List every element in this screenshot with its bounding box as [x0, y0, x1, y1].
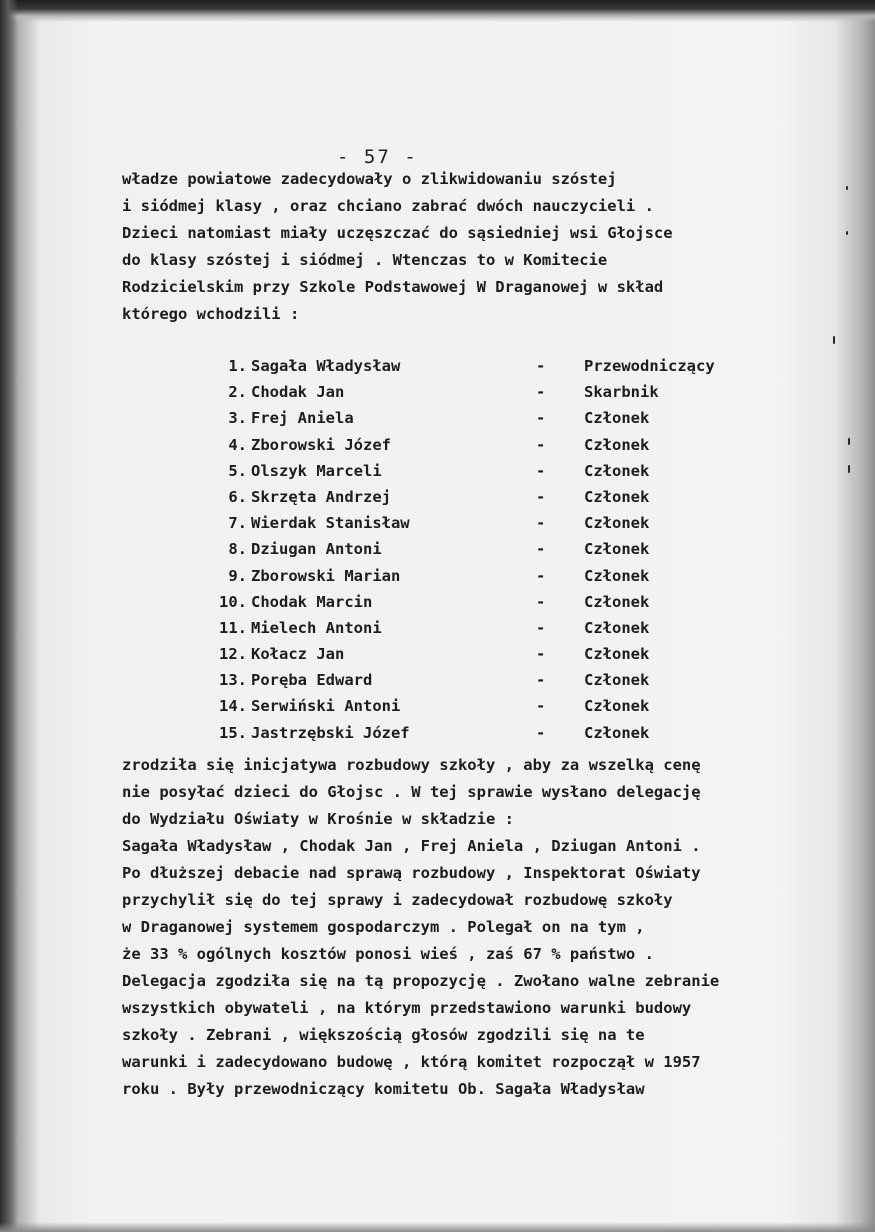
committee-member [0, 458, 875, 484]
member-role: Członek [584, 435, 650, 454]
member-number: 8. [228, 540, 247, 559]
member-separator: - [536, 671, 546, 690]
member-role: Członek [584, 461, 650, 480]
text-line: władze powiatowe zadecydowały o zlikwidowaniu szóstej [122, 170, 617, 188]
member-role: Skarbnik [584, 383, 659, 402]
text-line: i siódmej klasy , oraz chciano zabrać dwóch nauczycieli . [122, 197, 654, 215]
member-name: Jastrzębski Józef [251, 723, 410, 742]
member-role: Członek [584, 409, 650, 428]
committee-member [0, 353, 875, 379]
member-name: Kołacz Jan [251, 645, 345, 664]
member-separator: - [536, 435, 546, 454]
member-number: 6. [228, 487, 247, 506]
committee-member [0, 510, 875, 536]
page-number: - 57 - [337, 146, 418, 168]
text-line: nie posyłać dzieci do Głojsc . W tej sprawie wysłano delegację [122, 783, 701, 801]
member-separator: - [536, 383, 546, 402]
member-number: 4. [228, 435, 247, 454]
member-separator: - [536, 357, 546, 375]
committee-member [0, 615, 875, 641]
text-line: warunki i zadecydowano budowę , którą komitet rozpoczął w 1957 [122, 1053, 701, 1071]
committee-member [0, 379, 875, 405]
member-name: Poręba Edward [251, 671, 373, 690]
member-separator: - [536, 409, 546, 428]
member-number: 1. [228, 357, 247, 375]
member-separator: - [536, 540, 546, 559]
member-name: Mielech Antoni [251, 618, 382, 637]
member-name: Zborowski Józef [251, 435, 391, 454]
member-number: 12. [219, 645, 247, 664]
member-separator: - [536, 566, 546, 585]
text-line: do klasy szóstej i siódmej . Wtenczas to w Komitecie [122, 251, 608, 269]
member-role: Członek [584, 618, 650, 637]
member-role: Członek [584, 514, 650, 533]
committee-member [0, 405, 875, 431]
member-separator: - [536, 514, 546, 533]
text-line: Dzieci natomiast miały uczęszczać do sąsiedniej wsi Głojsce [122, 224, 673, 242]
text-line: w Draganowej systemem gospodarczym . Polegał on na tym , [122, 918, 645, 936]
member-name: Dziugan Antoni [251, 540, 382, 559]
member-name: Sagała Władysław [251, 357, 401, 375]
member-role: Członek [584, 697, 650, 716]
member-separator: - [536, 618, 546, 637]
member-number: 10. [219, 592, 247, 611]
text-line: zrodziła się inicjatywa rozbudowy szkoły , aby za wszelką cenę [122, 756, 701, 774]
member-separator: - [536, 723, 546, 742]
member-name: Olszyk Marceli [251, 461, 382, 480]
text-line: do Wydziału Oświaty w Krośnie w składzie : [122, 810, 514, 828]
committee-member [0, 667, 875, 693]
committee-member [0, 720, 875, 746]
member-role: Członek [584, 645, 650, 664]
member-number: 7. [228, 514, 247, 533]
text-line: Sagała Władysław , Chodak Jan , Frej Aniela , Dziugan Antoni . [122, 837, 701, 855]
member-separator: - [536, 592, 546, 611]
committee-member [0, 432, 875, 458]
member-name: Zborowski Marian [251, 566, 401, 585]
member-role: Członek [584, 723, 650, 742]
member-name: Chodak Marcin [251, 592, 373, 611]
member-role: Przewodniczący [584, 357, 715, 375]
text-line: że 33 % ogólnych kosztów ponosi wieś , zaś 67 % państwo . [122, 945, 654, 963]
committee-member [0, 693, 875, 719]
intro-paragraph [122, 166, 673, 328]
committee-member-list [0, 353, 875, 746]
text-line: Po dłuższej debacie nad sprawą rozbudowy , Inspektorat Oświaty [122, 864, 701, 882]
text-line: szkoły . Zebrani , większością głosów zgodzili się na te [122, 1026, 645, 1044]
member-name: Wierdak Stanisław [251, 514, 410, 533]
member-number: 15. [219, 723, 247, 742]
member-separator: - [536, 645, 546, 664]
member-number: 9. [228, 566, 247, 585]
member-number: 11. [219, 618, 247, 637]
member-number: 3. [228, 409, 247, 428]
member-name: Frej Aniela [251, 409, 354, 428]
member-role: Członek [584, 540, 650, 559]
member-number: 5. [228, 461, 247, 480]
member-role: Członek [584, 671, 650, 690]
member-number: 2. [228, 383, 247, 402]
member-name: Chodak Jan [251, 383, 345, 402]
member-name: Serwiński Antoni [251, 697, 401, 716]
text-line: Rodzicielskim przy Szkole Podstawowej W Draganowej w skład [122, 278, 664, 296]
continuation-paragraph [122, 752, 719, 1103]
member-number: 14. [219, 697, 247, 716]
member-separator: - [536, 697, 546, 716]
committee-member [0, 563, 875, 589]
member-separator: - [536, 487, 546, 506]
member-number: 13. [219, 671, 247, 690]
text-line: Delegacja zgodziła się na tą propozycję . Zwołano walne zebranie [122, 972, 720, 990]
committee-member [0, 484, 875, 510]
member-role: Członek [584, 592, 650, 611]
text-line: którego wchodzili : [122, 305, 300, 323]
text-line: przychylił się do tej sprawy i zadecydował rozbudowę szkoły [122, 891, 673, 909]
committee-member [0, 641, 875, 667]
committee-member [0, 536, 875, 562]
committee-member [0, 589, 875, 615]
member-role: Członek [584, 566, 650, 585]
text-line: wszystkich obywateli , na którym przedstawiono warunki budowy [122, 999, 692, 1017]
member-role: Członek [584, 487, 650, 506]
member-separator: - [536, 461, 546, 480]
text-line: roku . Były przewodniczący komitetu Ob. Sagała Władysław [122, 1080, 645, 1098]
member-name: Skrzęta Andrzej [251, 487, 391, 506]
